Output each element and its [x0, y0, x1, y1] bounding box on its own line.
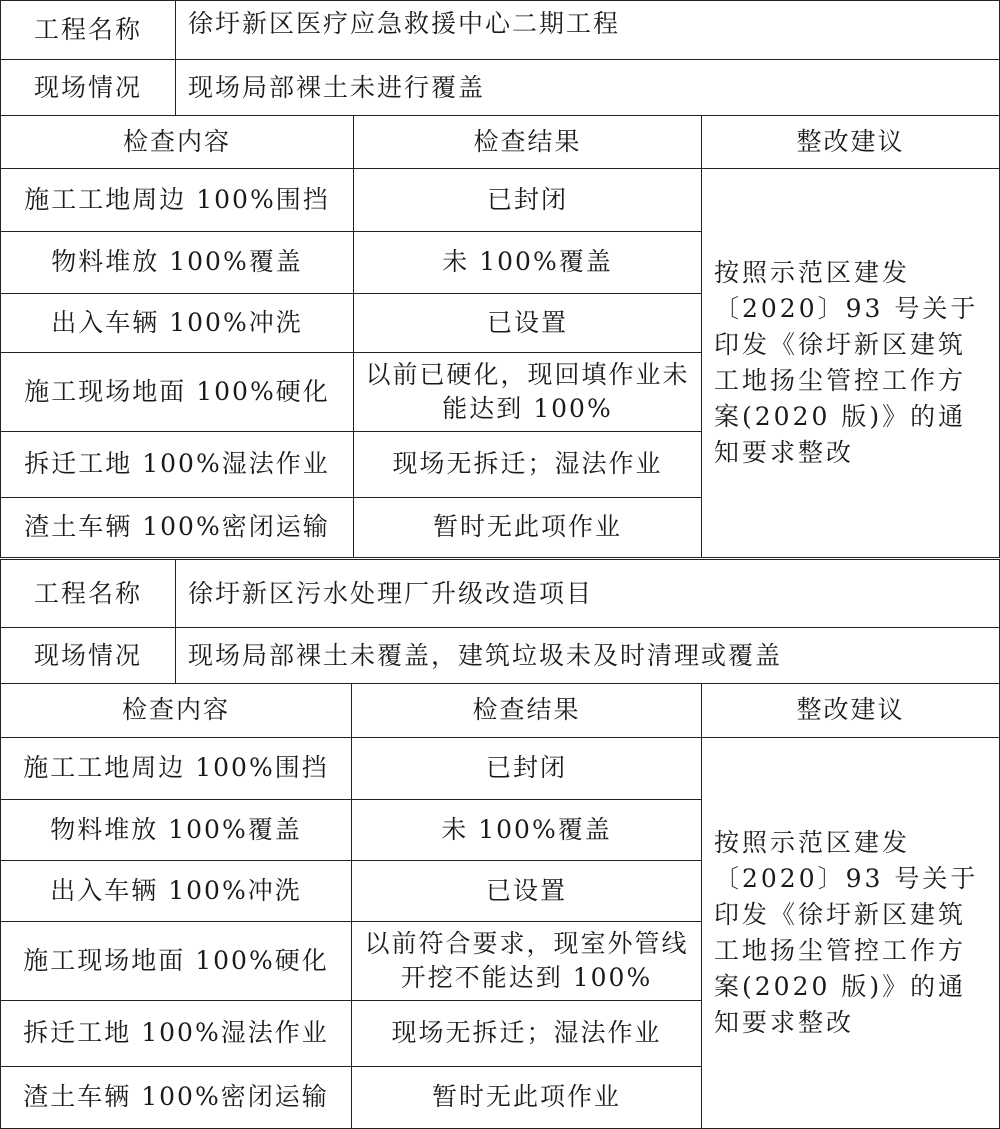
inspection-item: 出入车辆 100%冲洗: [1, 293, 354, 352]
inspection-item: 物料堆放 100%覆盖: [1, 799, 352, 860]
site-situation-label: 现场情况: [1, 628, 176, 684]
inspection-table: [0, 115, 1000, 558]
inspection-result: 已封闭: [352, 737, 702, 799]
header-inspection-item: 检查内容: [1, 115, 354, 168]
project-info-table: [0, 0, 1000, 116]
inspection-result: 未 100%覆盖: [352, 799, 702, 860]
project-name-label: 工程名称: [1, 1, 176, 60]
project-block-2: [0, 559, 999, 1129]
inspection-result: 暂时无此项作业: [352, 1066, 702, 1128]
project-name-value: 徐圩新区污水处理厂升级改造项目: [176, 560, 1000, 628]
inspection-result: 暂时无此项作业: [354, 497, 702, 557]
inspection-item: 物料堆放 100%覆盖: [1, 231, 354, 293]
project-info-table: [0, 559, 1000, 684]
project-name-label: 工程名称: [1, 560, 176, 628]
header-recommendation: 整改建议: [702, 683, 1000, 737]
project-block-1: [0, 0, 999, 558]
recommendation-text: 按照示范区建发〔2020〕93 号关于印发《徐圩新区建筑工地扬尘管控工作方案(2020 版)》的通知要求整改: [702, 737, 1000, 1128]
inspection-item: 拆迁工地 100%湿法作业: [1, 1000, 352, 1066]
inspection-result: 现场无拆迁；湿法作业: [352, 1000, 702, 1066]
header-inspection-item: 检查内容: [1, 683, 352, 737]
inspection-item: 施工现场地面 100%硬化: [1, 352, 354, 431]
inspection-item: 施工现场地面 100%硬化: [1, 921, 352, 1000]
inspection-result: 以前符合要求，现室外管线开挖不能达到 100%: [352, 921, 702, 1000]
table-row: [1, 737, 1000, 799]
inspection-item: 施工工地周边 100%围挡: [1, 168, 354, 231]
inspection-result: 已设置: [352, 860, 702, 921]
inspection-result: 现场无拆迁；湿法作业: [354, 431, 702, 497]
site-situation-label: 现场情况: [1, 60, 176, 116]
header-inspection-result: 检查结果: [352, 683, 702, 737]
table-row: [1, 168, 1000, 231]
inspection-item: 拆迁工地 100%湿法作业: [1, 431, 354, 497]
inspection-table: [0, 683, 1000, 1129]
inspection-item: 渣土车辆 100%密闭运输: [1, 497, 354, 557]
project-name-value: 徐圩新区医疗应急救援中心二期工程: [176, 1, 1000, 60]
inspection-item: 施工工地周边 100%围挡: [1, 737, 352, 799]
inspection-result: 已封闭: [354, 168, 702, 231]
site-situation-value: 现场局部裸土未进行覆盖: [176, 60, 1000, 116]
header-inspection-result: 检查结果: [354, 115, 702, 168]
inspection-result: 以前已硬化，现回填作业未能达到 100%: [354, 352, 702, 431]
site-situation-value: 现场局部裸土未覆盖，建筑垃圾未及时清理或覆盖: [176, 628, 1000, 684]
inspection-item: 渣土车辆 100%密闭运输: [1, 1066, 352, 1128]
inspection-result: 未 100%覆盖: [354, 231, 702, 293]
header-recommendation: 整改建议: [702, 115, 1000, 168]
inspection-item: 出入车辆 100%冲洗: [1, 860, 352, 921]
recommendation-text: 按照示范区建发〔2020〕93 号关于印发《徐圩新区建筑工地扬尘管控工作方案(2020 版)》的通知要求整改: [702, 168, 1000, 557]
inspection-result: 已设置: [354, 293, 702, 352]
